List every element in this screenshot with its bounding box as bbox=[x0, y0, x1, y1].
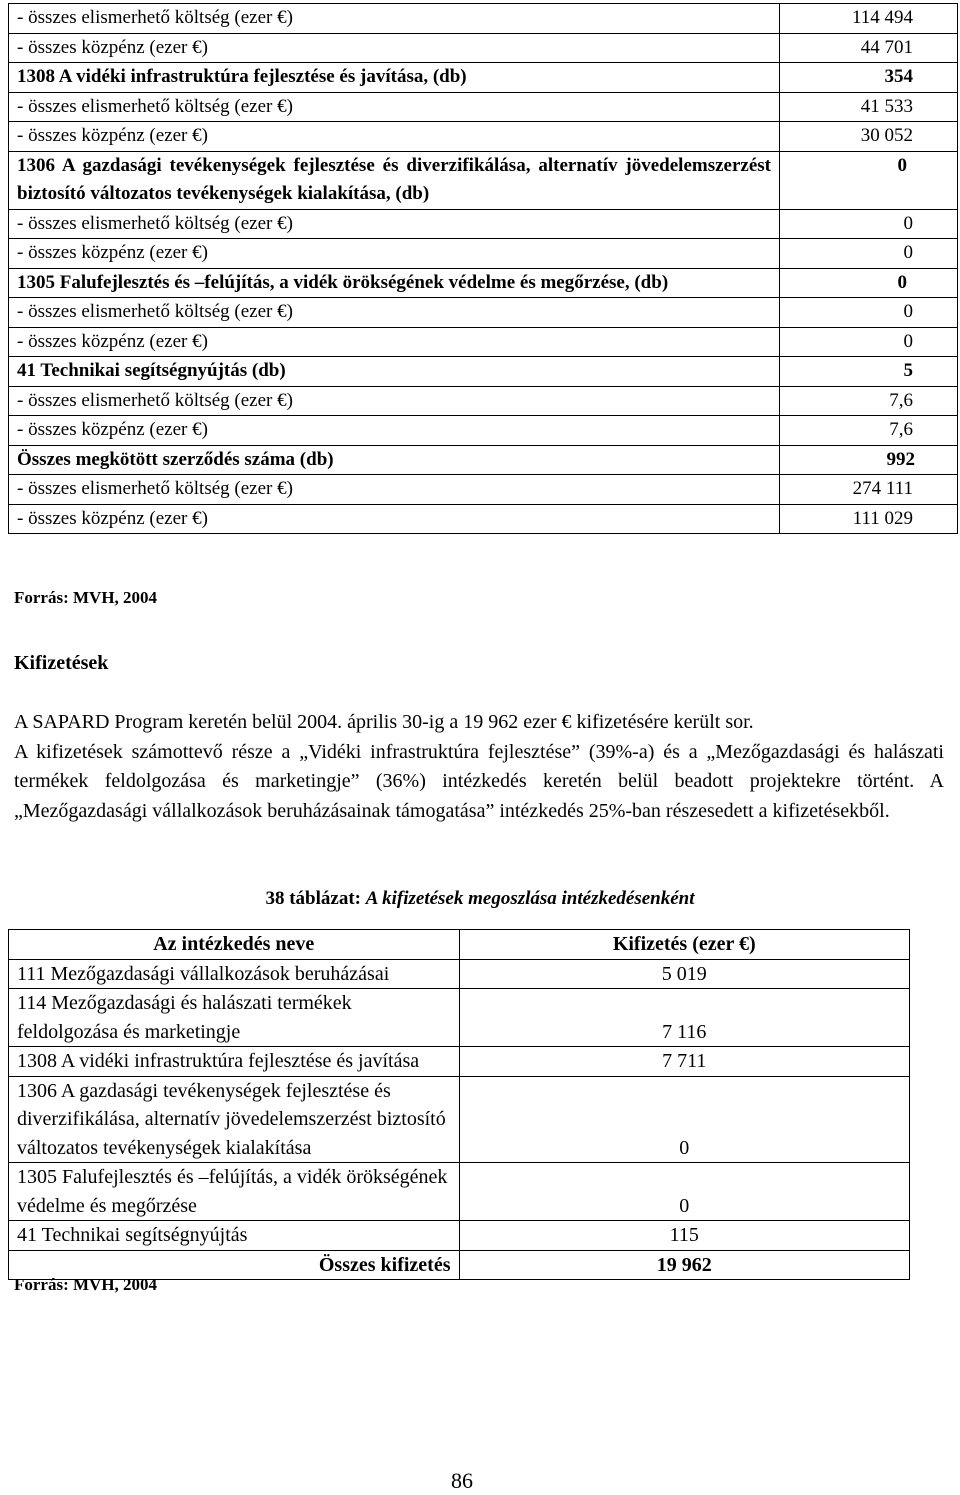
row-label: - összes elismerhető költség (ezer €) bbox=[9, 92, 780, 122]
table-source: Forrás: MVH, 2004 bbox=[14, 588, 158, 607]
table-row-total bbox=[9, 445, 958, 475]
section-heading: Kifizetések bbox=[14, 652, 109, 674]
measure-name: 41 Technikai segítségnyújtás bbox=[9, 1221, 460, 1251]
row-label: Összes megkötött szerződés száma (db) bbox=[9, 445, 780, 475]
row-label: - összes közpénz (ezer €) bbox=[9, 416, 780, 446]
row-value: 44 701 bbox=[780, 33, 958, 63]
row-value: 30 052 bbox=[780, 122, 958, 152]
row-value: 0 bbox=[780, 209, 958, 239]
row-value: 274 111 bbox=[780, 475, 958, 505]
row-label: - összes elismerhető költség (ezer €) bbox=[9, 298, 780, 328]
table-row-heading bbox=[9, 357, 958, 387]
measure-name: 1308 A vidéki infrastruktúra fejlesztése és javítása bbox=[9, 1047, 460, 1077]
page-number: 86 bbox=[451, 1468, 473, 1493]
measure-amount: 7 711 bbox=[459, 1047, 910, 1077]
row-label: 41 Technikai segítségnyújtás (db) bbox=[9, 357, 780, 387]
paragraph-line: A SAPARD Program keretén belül 2004. április 30-ig a 19 962 ezer € kifizetésére került sor. bbox=[14, 711, 754, 733]
table-source: Forrás: MVH, 2004 bbox=[14, 1275, 158, 1294]
row-label: 1308 A vidéki infrastruktúra fejlesztése és javítása, (db) bbox=[9, 63, 780, 93]
table-caption-title: A kifizetések megoszlása intézkedésenként bbox=[365, 888, 695, 909]
row-value: 0 bbox=[780, 239, 958, 269]
row-value: 0 bbox=[780, 268, 958, 298]
row-label: - összes közpénz (ezer €) bbox=[9, 327, 780, 357]
table-row bbox=[9, 1047, 910, 1077]
contracts-table bbox=[8, 3, 958, 534]
table-row bbox=[9, 92, 958, 122]
measure-amount: 7 116 bbox=[459, 989, 910, 1047]
table-header-row bbox=[9, 930, 910, 960]
row-value: 41 533 bbox=[780, 92, 958, 122]
measure-amount: 0 bbox=[459, 1163, 910, 1221]
measure-name: 114 Mezőgazdasági és halászati termékek feldolgozása és marketingje bbox=[9, 989, 460, 1047]
row-value: 992 bbox=[780, 445, 958, 475]
body-paragraph bbox=[14, 708, 944, 826]
row-label: 1306 A gazdasági tevékenységek fejlesztése és diverzifikálása, alternatív jövedelemszerzést biztosító változatos tevékenységek kialakítása, (db) bbox=[9, 151, 780, 209]
table-row bbox=[9, 122, 958, 152]
row-value: 5 bbox=[780, 357, 958, 387]
table-row bbox=[9, 1221, 910, 1251]
row-label: - összes közpénz (ezer €) bbox=[9, 239, 780, 269]
total-amount: 19 962 bbox=[459, 1250, 910, 1280]
table-row bbox=[9, 959, 910, 989]
column-header-amount: Kifizetés (ezer €) bbox=[459, 930, 910, 960]
row-label: - összes elismerhető költség (ezer €) bbox=[9, 4, 780, 34]
row-value: 354 bbox=[780, 63, 958, 93]
column-header-name: Az intézkedés neve bbox=[9, 930, 460, 960]
row-label: - összes elismerhető költség (ezer €) bbox=[9, 386, 780, 416]
row-value: 0 bbox=[780, 327, 958, 357]
table-row bbox=[9, 239, 958, 269]
table-row bbox=[9, 504, 958, 534]
measure-name: 1305 Falufejlesztés és –felújítás, a vidék örökségének védelme és megőrzése bbox=[9, 1163, 460, 1221]
table-row bbox=[9, 327, 958, 357]
table-row bbox=[9, 1076, 910, 1163]
row-label: - összes elismerhető költség (ezer €) bbox=[9, 209, 780, 239]
measure-amount: 115 bbox=[459, 1221, 910, 1251]
measure-amount: 0 bbox=[459, 1076, 910, 1163]
row-value: 0 bbox=[780, 151, 958, 209]
row-value: 114 494 bbox=[780, 4, 958, 34]
table-row-heading bbox=[9, 63, 958, 93]
table-row bbox=[9, 989, 910, 1047]
measure-name: 1306 A gazdasági tevékenységek fejlesztése és diverzifikálása, alternatív jövedelemszerzést biztosító változatos tevékenységek kialakítása bbox=[9, 1076, 460, 1163]
row-label: - összes elismerhető költség (ezer €) bbox=[9, 475, 780, 505]
total-label: Összes kifizetés bbox=[9, 1250, 460, 1280]
row-label: - összes közpénz (ezer €) bbox=[9, 33, 780, 63]
paragraph-text: A kifizetések számottevő része a „Vidéki infrastruktúra fejlesztése” (39%-a) és a „Mezőgazdasági és halászati termékek feldolgozása és marketingje” (36%) intézkedés keretén belül beadott projektekre történt. A „Mezőgazdasági vállalkozások beruházásainak támogatása” intézkedés 25%-ban részesedett a kifizetésekből. bbox=[14, 740, 944, 822]
row-value: 7,6 bbox=[780, 416, 958, 446]
row-value: 0 bbox=[780, 298, 958, 328]
table-row bbox=[9, 33, 958, 63]
table-row bbox=[9, 4, 958, 34]
table-row bbox=[9, 209, 958, 239]
row-label: - összes közpénz (ezer €) bbox=[9, 122, 780, 152]
table-row-heading bbox=[9, 151, 958, 209]
payments-table bbox=[8, 929, 910, 1280]
table-row bbox=[9, 298, 958, 328]
table-row bbox=[9, 475, 958, 505]
table-row bbox=[9, 386, 958, 416]
row-value: 111 029 bbox=[780, 504, 958, 534]
table-row-heading bbox=[9, 268, 958, 298]
row-label: 1305 Falufejlesztés és –felújítás, a vidék örökségének védelme és megőrzése, (db) bbox=[9, 268, 780, 298]
measure-name: 111 Mezőgazdasági vállalkozások beruházásai bbox=[9, 959, 460, 989]
measure-amount: 5 019 bbox=[459, 959, 910, 989]
table-row bbox=[9, 1163, 910, 1221]
table-caption bbox=[0, 888, 960, 910]
table-caption-label: 38 táblázat: bbox=[265, 888, 361, 909]
row-value: 7,6 bbox=[780, 386, 958, 416]
row-label: - összes közpénz (ezer €) bbox=[9, 504, 780, 534]
table-row bbox=[9, 416, 958, 446]
